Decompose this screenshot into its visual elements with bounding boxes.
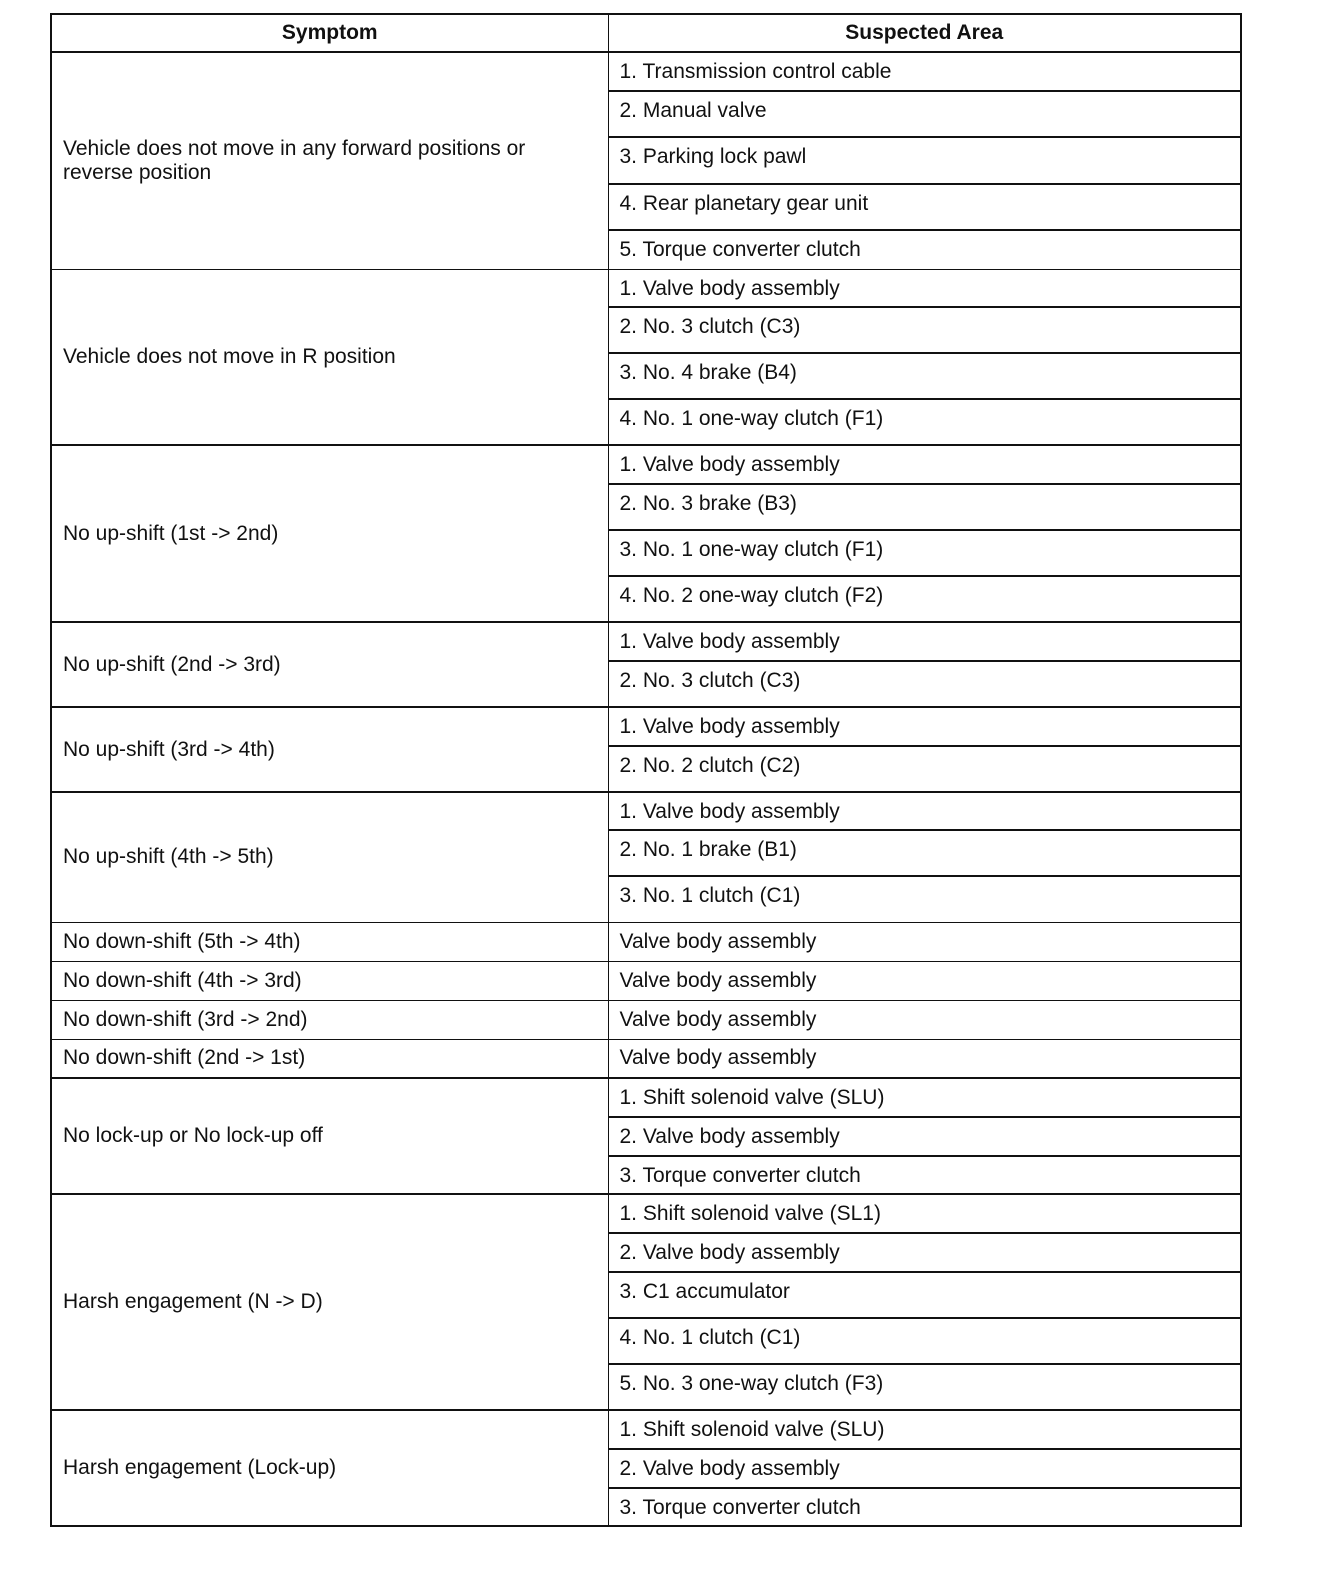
suspected-area-cell: 3. No. 1 one-way clutch (F1) xyxy=(608,530,1241,576)
table-row xyxy=(51,269,1241,307)
table-row xyxy=(51,922,1241,961)
suspected-area-cell: 4. No. 1 one-way clutch (F1) xyxy=(608,399,1241,445)
suspected-area-column-header: Suspected Area xyxy=(608,14,1241,52)
suspected-area-cell: Valve body assembly xyxy=(608,1000,1241,1039)
table-row xyxy=(51,792,1241,830)
table-row xyxy=(51,707,1241,746)
header-row xyxy=(51,14,1241,52)
suspected-area-cell: 3. C1 accumulator xyxy=(608,1272,1241,1318)
suspected-area-cell: 1. Valve body assembly xyxy=(608,707,1241,746)
symptom-cell: No down-shift (3rd -> 2nd) xyxy=(51,1000,608,1039)
suspected-area-cell: 2. Valve body assembly xyxy=(608,1233,1241,1272)
symptom-cell: No down-shift (4th -> 3rd) xyxy=(51,961,608,1000)
suspected-area-cell: 1. Valve body assembly xyxy=(608,269,1241,307)
symptom-cell: Vehicle does not move in R position xyxy=(51,269,608,445)
suspected-area-cell: 2. No. 1 brake (B1) xyxy=(608,830,1241,876)
suspected-area-cell: 5. No. 3 one-way clutch (F3) xyxy=(608,1364,1241,1410)
table-row xyxy=(51,961,1241,1000)
suspected-area-cell: 3. No. 1 clutch (C1) xyxy=(608,876,1241,922)
suspected-area-cell: 2. No. 3 clutch (C3) xyxy=(608,661,1241,707)
symptom-cell: No down-shift (5th -> 4th) xyxy=(51,922,608,961)
symptom-cell: No up-shift (3rd -> 4th) xyxy=(51,707,608,792)
suspected-area-cell: 3. Torque converter clutch xyxy=(608,1156,1241,1194)
symptom-column-header: Symptom xyxy=(51,14,608,52)
suspected-area-cell: 3. Parking lock pawl xyxy=(608,137,1241,184)
suspected-area-cell: 2. Valve body assembly xyxy=(608,1117,1241,1156)
suspected-area-cell: 2. No. 2 clutch (C2) xyxy=(608,746,1241,792)
symptom-table xyxy=(50,13,1242,1527)
suspected-area-cell: Valve body assembly xyxy=(608,922,1241,961)
suspected-area-cell: 1. Shift solenoid valve (SL1) xyxy=(608,1194,1241,1233)
table-row xyxy=(51,1078,1241,1117)
symptom-cell: No up-shift (1st -> 2nd) xyxy=(51,445,608,622)
table-row xyxy=(51,622,1241,661)
table-row xyxy=(51,445,1241,484)
symptom-cell: No lock-up or No lock-up off xyxy=(51,1078,608,1194)
table-body xyxy=(51,52,1241,1526)
suspected-area-cell: 2. Valve body assembly xyxy=(608,1449,1241,1488)
suspected-area-cell: 1. Transmission control cable xyxy=(608,52,1241,91)
symptom-cell: Harsh engagement (N -> D) xyxy=(51,1194,608,1410)
suspected-area-cell: 1. Valve body assembly xyxy=(608,792,1241,830)
table-row xyxy=(51,1194,1241,1233)
suspected-area-cell: Valve body assembly xyxy=(608,961,1241,1000)
suspected-area-cell: 1. Valve body assembly xyxy=(608,445,1241,484)
table-row xyxy=(51,1039,1241,1078)
symptom-cell: Vehicle does not move in any forward positions or reverse position xyxy=(51,52,608,269)
suspected-area-cell: 2. No. 3 brake (B3) xyxy=(608,484,1241,530)
suspected-area-cell: 1. Shift solenoid valve (SLU) xyxy=(608,1078,1241,1117)
suspected-area-cell: 2. No. 3 clutch (C3) xyxy=(608,307,1241,353)
table-row xyxy=(51,52,1241,91)
table-row xyxy=(51,1410,1241,1449)
suspected-area-cell: Valve body assembly xyxy=(608,1039,1241,1078)
suspected-area-cell: 3. Torque converter clutch xyxy=(608,1488,1241,1526)
symptom-cell: No up-shift (4th -> 5th) xyxy=(51,792,608,922)
suspected-area-cell: 1. Shift solenoid valve (SLU) xyxy=(608,1410,1241,1449)
table-row xyxy=(51,1000,1241,1039)
symptom-cell: Harsh engagement (Lock-up) xyxy=(51,1410,608,1526)
suspected-area-cell: 5. Torque converter clutch xyxy=(608,230,1241,269)
suspected-area-cell: 4. No. 2 one-way clutch (F2) xyxy=(608,576,1241,622)
suspected-area-cell: 4. No. 1 clutch (C1) xyxy=(608,1318,1241,1364)
suspected-area-cell: 1. Valve body assembly xyxy=(608,622,1241,661)
symptom-cell: No up-shift (2nd -> 3rd) xyxy=(51,622,608,707)
suspected-area-cell: 2. Manual valve xyxy=(608,91,1241,137)
suspected-area-cell: 3. No. 4 brake (B4) xyxy=(608,353,1241,399)
suspected-area-cell: 4. Rear planetary gear unit xyxy=(608,184,1241,230)
symptom-cell: No down-shift (2nd -> 1st) xyxy=(51,1039,608,1078)
